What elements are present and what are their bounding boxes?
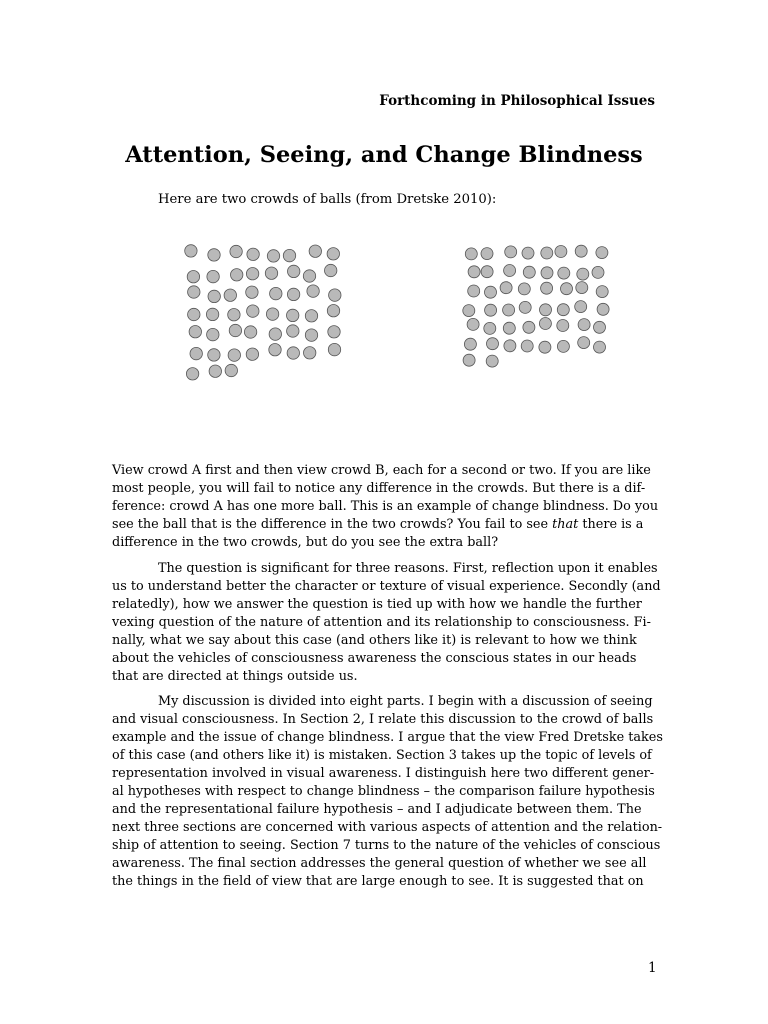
crowd-b-ball [578, 319, 590, 331]
text-line: View crowd A first and then view crowd B, each for a second or two. If you are like [112, 463, 651, 478]
crowd-a-ball [228, 309, 240, 321]
crowd-b-ball [597, 303, 609, 315]
text-line: relatedly), how we answer the question is tied up with how we handle the further [112, 596, 642, 612]
crowd-a-ball [207, 328, 219, 340]
crowd-b-ball [539, 341, 551, 353]
crowd-b-ball [596, 247, 608, 259]
crowd-a-ball [303, 270, 315, 282]
text-line: example and the issue of change blindness. I argue that the view Fred Dretske takes [112, 730, 663, 745]
text-line: difference in the two crowds, but do you see the extra ball? [112, 535, 499, 550]
text-run: see the ball that is the difference in the two crowds? You fail to see [112, 517, 553, 532]
crowd-a-ball [305, 329, 317, 341]
paper-title: Attention, Seeing, and Change Blindness [125, 142, 643, 168]
crowd-b-ball [485, 304, 497, 316]
intro-sentence: Here are two crowds of balls (from Dretske 2010): [158, 192, 497, 207]
crowd-a-ball [270, 287, 282, 299]
crowd-b-ball [485, 286, 497, 298]
crowd-a-ball [208, 290, 220, 302]
crowd-b-ball [592, 266, 604, 278]
crowd-b-ball [500, 282, 512, 294]
crowd-a-ball [208, 349, 220, 361]
crowd-b-ball [575, 245, 587, 257]
crowd-a-ball [304, 347, 316, 359]
crowd-b-ball [484, 322, 496, 334]
crowd-a-ball [325, 264, 337, 276]
crowd-a-ball [190, 347, 202, 359]
text-line: ference: crowd A has one more ball. This is an example of change blindness. Do you [112, 499, 659, 514]
crowd-a-ball [327, 248, 339, 260]
crowd-a-ball [228, 349, 240, 361]
crowd-a-ball [207, 270, 219, 282]
crowd-a-ball [305, 310, 317, 322]
crowd-b-ball [557, 304, 569, 316]
text-line: representation involved in visual awareness. I distinguish here two different gener- [112, 766, 655, 781]
crowd-b-ball [561, 283, 573, 295]
crowd-b-ball [468, 266, 480, 278]
crowd-b-ball [523, 321, 535, 333]
crowd-a-ball [287, 288, 299, 300]
text-line: vexing question of the nature of attention and its relationship to consciousness. Fi- [112, 614, 651, 630]
crowd-a-ball [209, 365, 221, 377]
crowd-b-ball [519, 301, 531, 313]
crowd-b-ball [505, 246, 517, 258]
crowd-b-ball [541, 247, 553, 259]
crowd-a-ball [206, 308, 218, 320]
crowd-b-ball [468, 285, 480, 297]
crowd-b-ball [541, 282, 553, 294]
crowd-b-ball [594, 321, 606, 333]
crowd-a-ball [246, 286, 258, 298]
crowd-a-ball [189, 326, 201, 338]
crowd-a-ball [328, 326, 340, 338]
crowd-a-ball [188, 308, 200, 320]
crowd-b-ball [594, 341, 606, 353]
crowd-b-ball [486, 355, 498, 367]
crowd-a-ball [329, 289, 341, 301]
crowd-a-ball [327, 305, 339, 317]
text-line: and the representational failure hypothesis – and I adjudicate between them. The [112, 802, 642, 817]
crowd-a-ball [283, 249, 295, 261]
running-header: Forthcoming in Philosophical Issues [379, 93, 655, 109]
text-line: The question is significant for three reasons. First, reflection upon it enables [158, 560, 658, 576]
emphasis: that [552, 517, 579, 532]
text-line: us to understand better the character or texture of visual experience. Secondly (and [112, 578, 661, 594]
crowd-a-ball [287, 309, 299, 321]
crowd-a-ball [246, 348, 258, 360]
text-line [112, 516, 657, 534]
crowd-a-ball [247, 305, 259, 317]
text-line: next three sections are concerned with various aspects of attention and the relation- [112, 820, 663, 835]
crowd-a-ball [208, 249, 220, 261]
crowd-b-ball [596, 286, 608, 298]
crowd-b-figure [456, 238, 616, 378]
crowd-a-figure [178, 238, 348, 388]
crowd-b-ball [577, 268, 589, 280]
text-line: about the vehicles of consciousness awareness the conscious states in our heads [112, 650, 637, 666]
text-line: that are directed at things outside us. [112, 668, 358, 684]
crowd-b-ball [523, 266, 535, 278]
crowd-b-ball [522, 247, 534, 259]
crowd-a-ball [230, 245, 242, 257]
crowd-b-ball [467, 318, 479, 330]
text-run: there is a [578, 517, 644, 532]
text-line: al hypotheses with respect to change blindness – the comparison failure hypothesis [112, 784, 655, 799]
crowd-b-ball [481, 248, 493, 260]
text-line: ship of attention to seeing. Section 7 turns to the nature of the vehicles of conscious [112, 838, 661, 853]
crowd-a-ball [269, 328, 281, 340]
crowd-a-ball [224, 289, 236, 301]
paragraph-3 [112, 693, 663, 891]
crowd-b-ball [557, 320, 569, 332]
text-line: awareness. The final section addresses the general question of whether we see all [112, 856, 647, 871]
crowd-b-ball [576, 282, 588, 294]
crowd-a-ball [231, 269, 243, 281]
crowd-b-ball [558, 267, 570, 279]
crowd-a-ball [267, 250, 279, 262]
crowd-a-ball [328, 343, 340, 355]
crowd-a-ball [269, 344, 281, 356]
crowd-b-ball [464, 338, 476, 350]
crowd-b-ball [463, 354, 475, 366]
crowd-a-ball [246, 268, 258, 280]
crowd-b-ball [521, 340, 533, 352]
text-line: nally, what we say about this case (and others like it) is relevant to how we think [112, 632, 637, 648]
crowd-a-ball [188, 286, 200, 298]
crowd-a-ball [244, 326, 256, 338]
crowd-b-ball [503, 304, 515, 316]
crowd-b-ball [518, 283, 530, 295]
body-text [112, 462, 663, 899]
text-line: My discussion is divided into eight parts. I begin with a discussion of seeing [158, 694, 653, 709]
paragraph-2 [112, 560, 661, 686]
crowd-b-ball [539, 318, 551, 330]
crowd-a-ball [186, 368, 198, 380]
crowd-b-ball [487, 338, 499, 350]
crowd-b-ball [575, 301, 587, 313]
crowd-a-ball [185, 245, 197, 257]
crowd-a-ball [225, 364, 237, 376]
crowd-a-ball [266, 308, 278, 320]
crowd-b-ball [503, 322, 515, 334]
text-line: of this case (and others like it) is mistaken. Section 3 takes up the topic of levels of [112, 748, 652, 763]
crowd-a-ball [265, 267, 277, 279]
crowd-a-ball [247, 248, 259, 260]
text-line: and visual consciousness. In Section 2, I relate this discussion to the crowd of balls [112, 712, 654, 727]
text-line: most people, you will fail to notice any difference in the crowds. But there is a dif- [112, 481, 646, 496]
crowd-b-ball [504, 340, 516, 352]
text-line: the things in the field of view that are large enough to see. It is suggested that on [112, 874, 644, 889]
crowd-b-ball [578, 337, 590, 349]
crowd-b-ball [465, 248, 477, 260]
crowd-b-ball [481, 266, 493, 278]
page-number: 1 [648, 960, 657, 976]
crowd-a-ball [309, 245, 321, 257]
crowd-a-ball [288, 265, 300, 277]
crowd-a-ball [187, 271, 199, 283]
crowd-b-ball [557, 340, 569, 352]
paragraph-1 [112, 462, 657, 552]
crowd-a-ball [287, 347, 299, 359]
crowd-b-ball [541, 267, 553, 279]
crowd-b-ball [555, 246, 567, 258]
crowd-b-ball [504, 265, 516, 277]
crowd-b-ball [540, 304, 552, 316]
crowd-b-ball [463, 305, 475, 317]
crowd-a-ball [229, 324, 241, 336]
crowd-a-ball [287, 325, 299, 337]
crowd-a-ball [307, 285, 319, 297]
